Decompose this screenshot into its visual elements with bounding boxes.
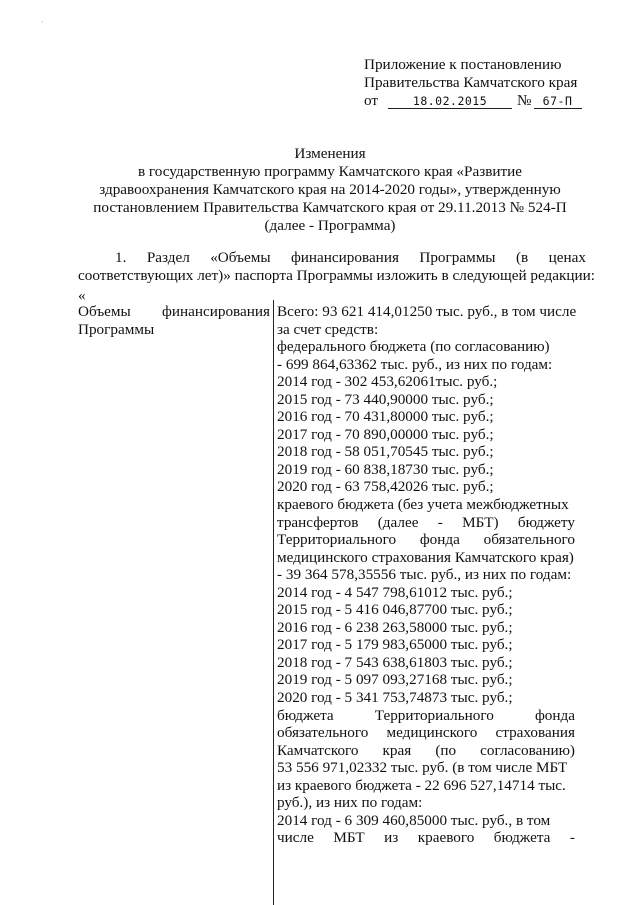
funding-line-word: МБТ) <box>462 513 499 531</box>
item-1-line-1-word: 1. <box>115 249 127 266</box>
resolution-date: 18.02.2015 <box>388 94 512 109</box>
funding-line: 2016 год - 70 431,80000 тыс. руб.; <box>277 408 494 426</box>
funding-line-word: - <box>437 513 443 531</box>
funding-line: Всего: 93 621 414,01250 тыс. руб., в том числе <box>277 303 577 320</box>
funding-line <box>277 531 575 549</box>
funding-line-word: числе <box>277 829 314 847</box>
item-1-line-1 <box>78 249 586 267</box>
funding-line-word: Территориального <box>277 531 397 549</box>
funding-line-word: медицинского <box>386 724 478 742</box>
scan-speck: · <box>41 18 44 27</box>
funding-line <box>277 514 575 532</box>
funding-line: руб.), из них по годам: <box>277 794 423 812</box>
funding-line <box>277 707 575 725</box>
table-left-cell <box>78 303 270 339</box>
heading-line-1: в государственную программу Камчатского края «Развитие <box>137 163 523 180</box>
table-right-cell <box>277 303 575 847</box>
date-prefix: от <box>364 92 379 109</box>
funding-line-word: Камчатского <box>277 741 359 759</box>
item-1-line-1-word: ценах <box>548 249 586 266</box>
appendix-line-1: Приложение к постановлению <box>364 56 562 73</box>
item-1-line-1-word: Программы <box>419 249 496 266</box>
left-cell-line-2: Программы <box>78 321 155 338</box>
funding-line: 2014 год - 302 453,62061тыс. руб.; <box>277 373 498 391</box>
funding-line: 2020 год - 63 758,42026 тыс. руб.; <box>277 478 494 496</box>
item-1-paragraph <box>78 249 595 285</box>
appendix-line-2: Правительства Камчатского края <box>364 74 578 91</box>
funding-line-word: краевого <box>417 829 475 847</box>
opening-quote: « <box>78 287 86 304</box>
funding-line-word: обязательного <box>483 531 575 549</box>
funding-line: федерального бюджета (по согласованию) <box>277 338 550 356</box>
item-1-line-2: соответствующих лет)» паспорта Программы изложить в следующей редакции: <box>78 267 595 284</box>
funding-line-word: - <box>569 829 575 847</box>
funding-line: - 699 864,63362 тыс. руб., из них по годам: <box>277 355 553 373</box>
left-cell-line-1-word: финансирования <box>162 303 270 320</box>
funding-line-word: бюджета <box>493 829 551 847</box>
funding-line: 2019 год - 60 838,18730 тыс. руб.; <box>277 460 494 478</box>
funding-line <box>277 829 575 847</box>
funding-line: 2017 год - 70 890,00000 тыс. руб.; <box>277 425 494 443</box>
funding-line: 2018 год - 7 543 638,61803 тыс. руб.; <box>277 653 513 671</box>
funding-line <box>277 724 575 742</box>
document-heading <box>80 145 580 235</box>
number-label: № <box>517 92 532 109</box>
funding-line-word: фонда <box>534 706 575 724</box>
funding-line: 2014 год - 6 309 460,85000 тыс. руб., в том <box>277 811 551 829</box>
funding-line: 2015 год - 5 416 046,87700 тыс. руб.; <box>277 601 513 619</box>
funding-line-word: фонда <box>419 531 460 549</box>
funding-line-word: (далее <box>377 513 419 531</box>
item-1-line-1-word: (в <box>515 249 529 266</box>
funding-line: краевого бюджета (без учета межбюджетных <box>277 496 569 514</box>
funding-line-word: трансфертов <box>277 513 359 531</box>
item-1-line-1-word: Раздел <box>146 249 190 266</box>
funding-line: 53 556 971,02332 тыс. руб. (в том числе МБТ <box>277 759 568 777</box>
item-1-line-1-word: «Объемы <box>210 249 271 266</box>
funding-line: 2015 год - 73 440,90000 тыс. руб.; <box>277 390 494 408</box>
heading-line-4: (далее - Программа) <box>264 217 396 234</box>
funding-line: 2019 год - 5 097 093,27168 тыс. руб.; <box>277 671 513 689</box>
item-1-line-1-word: финансирования <box>290 249 399 266</box>
funding-line: - 39 364 578,35556 тыс. руб., из них по годам: <box>277 566 572 584</box>
funding-line-word: края <box>382 741 412 759</box>
funding-line-word: обязательного <box>277 724 369 742</box>
funding-line: медицинского страхования Камчатского края) <box>277 548 574 566</box>
left-cell-line-1-word: Объемы <box>78 303 131 320</box>
funding-line: 2014 год - 4 547 798,61012 тыс. руб.; <box>277 583 513 601</box>
funding-line: за счет средств: <box>277 320 379 338</box>
left-cell-line-1 <box>78 303 270 321</box>
funding-line-word: (по <box>435 741 457 759</box>
funding-line <box>277 742 575 760</box>
funding-line-word: МБТ <box>333 829 365 847</box>
funding-line: 2017 год - 5 179 983,65000 тыс. руб.; <box>277 636 513 654</box>
funding-line-word: бюджету <box>517 513 575 531</box>
funding-line: 2018 год - 58 051,70545 тыс. руб.; <box>277 443 494 461</box>
funding-line-word: Территориального <box>374 706 494 724</box>
funding-line: 2020 год - 5 341 753,74873 тыс. руб.; <box>277 689 513 707</box>
funding-line: из краевого бюджета - 22 696 527,14714 тыс. <box>277 776 566 794</box>
funding-line-word: из <box>384 829 399 847</box>
heading-line-2: здравоохранения Камчатского края на 2014-2020 годы», утвержденную <box>99 181 561 198</box>
table-column-divider <box>273 300 274 905</box>
appendix-date-line <box>364 92 604 110</box>
heading-line-3: постановлением Правительства Камчатского края от 29.11.2013 № 524-П <box>93 199 567 216</box>
heading-title: Изменения <box>294 145 366 162</box>
funding-line-word: согласованию) <box>480 741 575 759</box>
funding-line-word: страхования <box>495 724 575 742</box>
funding-line: 2016 год - 6 238 263,58000 тыс. руб.; <box>277 618 513 636</box>
appendix-block <box>364 56 604 110</box>
resolution-number: 67-П <box>534 94 582 109</box>
funding-line-word: бюджета <box>277 706 334 724</box>
